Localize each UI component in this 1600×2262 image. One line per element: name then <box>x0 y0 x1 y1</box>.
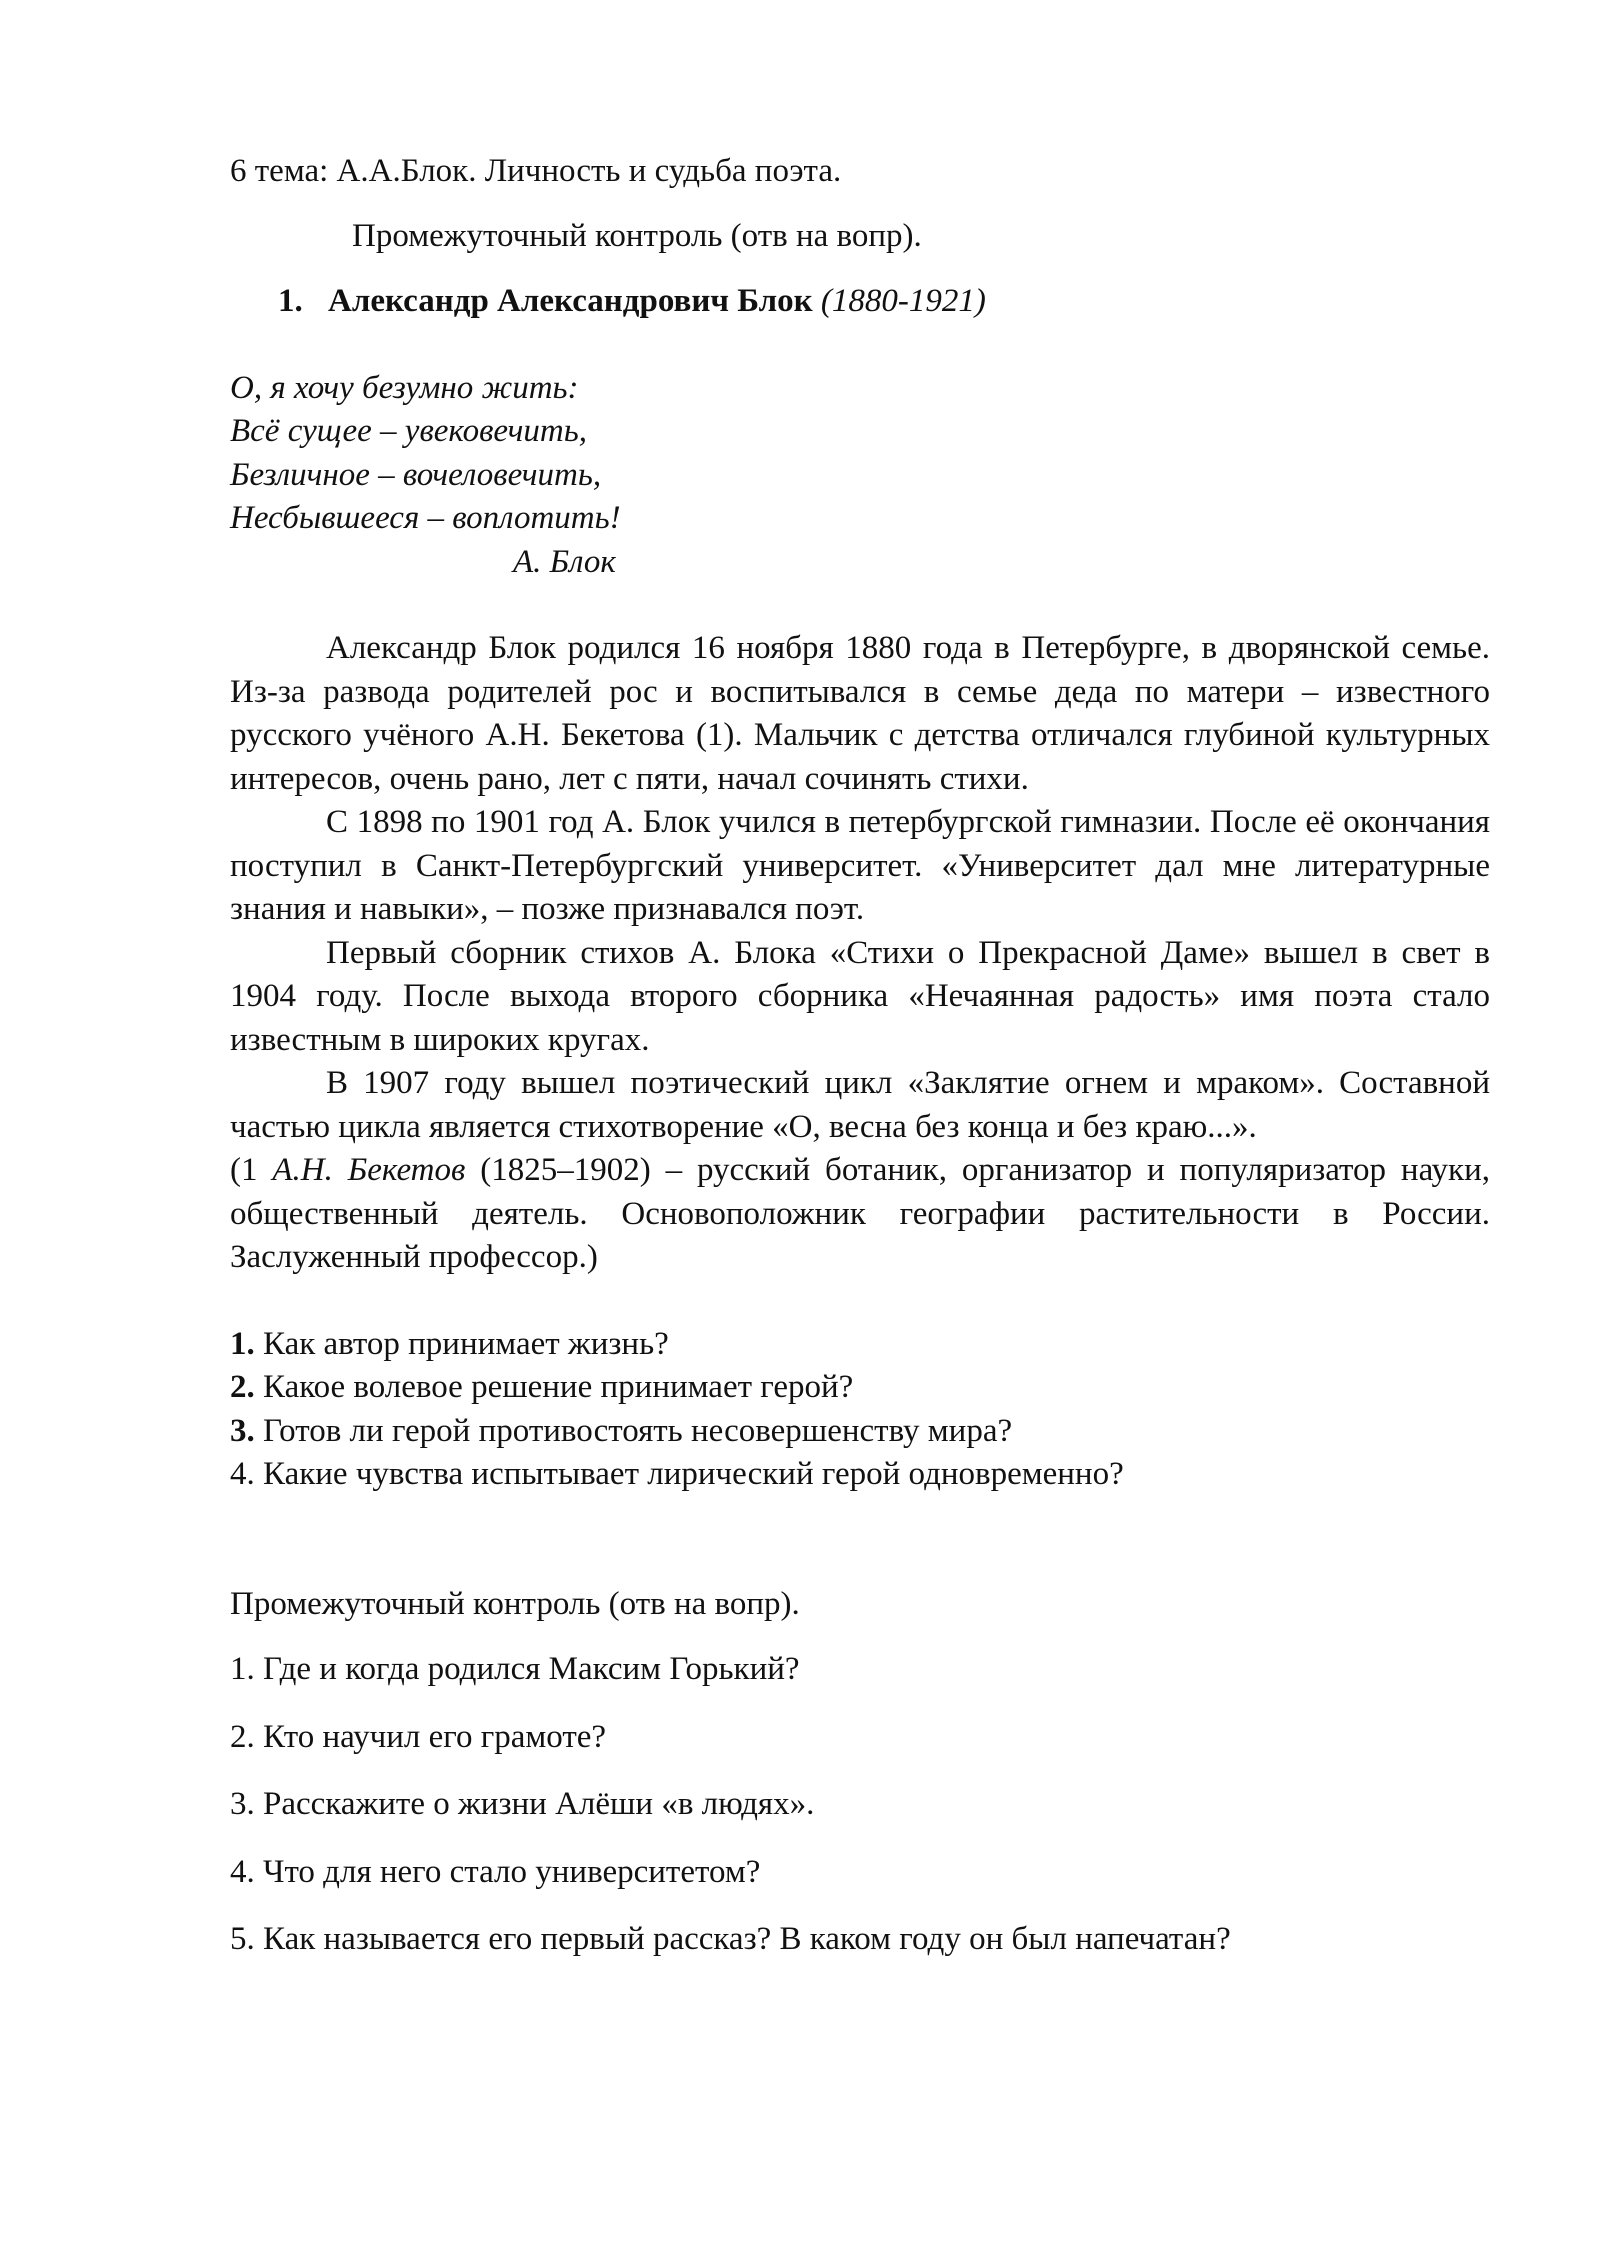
question-text: Какие чувства испытывает лирический герой одновременно? <box>254 1456 1124 1492</box>
document-body <box>230 150 1490 1986</box>
section-years: (1880-1921) <box>820 283 986 319</box>
epigraph-line: О, я хочу безумно жить: <box>230 369 579 406</box>
question-item: 1. Где и когда родился Максим Горький? <box>230 1651 800 1687</box>
footnote <box>230 1149 1490 1280</box>
section-name: Александр Александрович Блок <box>328 283 813 319</box>
epigraph-line: Несбывшееся – воплотить! <box>230 500 621 536</box>
section-number: 1. <box>278 283 303 319</box>
question-number: 3. <box>230 1412 255 1449</box>
biography-text <box>230 627 1490 1280</box>
question-item <box>230 1410 1490 1454</box>
question-item: 2. Кто научил его грамоте? <box>230 1718 607 1755</box>
question-text: Как автор принимает жизнь? <box>254 1325 669 1362</box>
questions-list-blok <box>230 1323 1490 1497</box>
epigraph <box>230 367 1490 585</box>
question-item <box>230 1453 1490 1497</box>
footnote-name: А.Н. Бекетов <box>272 1152 466 1188</box>
question-text: Готов ли герой противостоять несовершенству мира? <box>254 1412 1013 1449</box>
epigraph-line: Всё сущее – увековечить, <box>230 413 587 449</box>
question-number: 4. <box>230 1456 255 1492</box>
question-text: Какое волевое решение принимает герой? <box>254 1369 854 1405</box>
footnote-open: (1 <box>230 1152 273 1188</box>
question-item: 3. Расскажите о жизни Алёши «в людях». <box>230 1786 815 1822</box>
questions-list-gorky <box>230 1648 1490 1962</box>
paragraph: Александр Блок родился 16 ноября 1880 года в Петербурге, в дворянской семье. Из-за развода родителей рос и воспитывался в семье деда по матери – известного русского учёного А.Н. Бекетова (1). Мальчик с детства отличался глубиной культурных интересов, очень рано, лет с пяти, начал сочинять стихи. <box>230 630 1490 797</box>
question-item <box>230 1366 1490 1410</box>
paragraph: С 1898 по 1901 год А. Блок учился в петербургской гимназии. После её окончания поступил в Санкт-Петербургский университет. «Университет дал мне литературные знания и навыки», – позже признавался поэт. <box>230 804 1490 927</box>
question-number: 1. <box>230 1325 255 1362</box>
question-item: 5. Как называется его первый рассказ? В каком году он был напечатан? <box>230 1921 1231 1957</box>
epigraph-line: Безличное – вочеловечить, <box>230 456 602 493</box>
question-number: 2. <box>230 1369 255 1405</box>
epigraph-author: А. Блок <box>513 543 616 580</box>
footnote-text: (1825–1902) – русский ботаник, организатор и популяризатор науки, общественный деятель. Основоположник географии растительности в России. Заслуженный профессор.) <box>230 1152 1490 1275</box>
section-heading <box>230 280 1490 324</box>
question-item: 4. Что для него стало университетом? <box>230 1853 761 1890</box>
question-item <box>230 1323 1490 1367</box>
paragraph: Первый сборник стихов А. Блока «Стихи о Прекрасной Даме» вышел в свет в 1904 году. После выхода второго сборника «Нечаянная радость» имя поэта стало известным в широких кругах. <box>230 934 1490 1058</box>
control-heading-bottom: Промежуточный контроль (отв на вопр). <box>230 1585 800 1622</box>
topic-title: 6 тема: А.А.Блок. Личность и судьба поэта. <box>230 153 842 189</box>
paragraph: В 1907 году вышел поэтический цикл «Заклятие огнем и мраком». Составной частью цикла является стихотворение «О, весна без конца и без краю...». <box>230 1065 1490 1145</box>
control-heading-top: Промежуточный контроль (отв на вопр). <box>352 217 922 254</box>
